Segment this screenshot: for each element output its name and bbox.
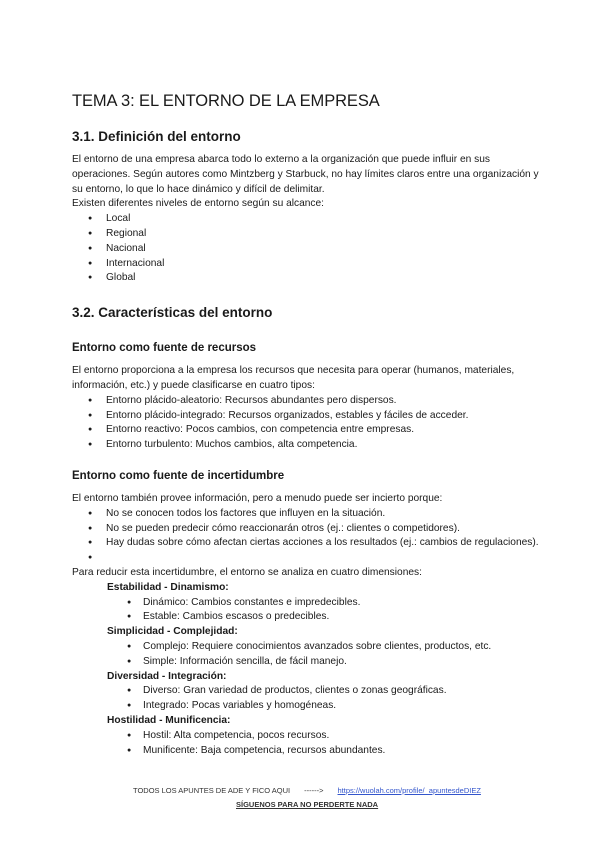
list-item: ● Regional xyxy=(72,227,542,242)
dimension-list-simplicidad xyxy=(72,640,542,670)
footer-profile-link[interactable]: https://wuolah.com/profile/_apuntesdeDIEZ xyxy=(337,786,481,795)
dimension-list-diversidad xyxy=(72,684,542,714)
resources-paragraph: El entorno proporciona a la empresa los recursos que necesita para operar (humanos, materiales, información, etc.) y puede clasificarse en cuatro tipos: xyxy=(72,365,515,391)
footer-row xyxy=(133,786,481,796)
uncertainty-paragraph: El entorno también provee información, pero a menudo puede ser incierto porque: xyxy=(72,492,443,504)
list-item: ● Simple: Información sencilla, de fácil manejo. xyxy=(72,655,542,670)
list-item: ● Entorno reactivo: Pocos cambios, con competencia entre empresas. xyxy=(72,423,542,438)
list-item: ● Hostil: Alta competencia, pocos recursos. xyxy=(72,729,542,744)
footer-arrow: ------> xyxy=(304,786,324,795)
dimension-title-estabilidad: Estabilidad - Dinamismo: xyxy=(107,581,229,593)
dimension-title-hostilidad: Hostilidad - Munificencia: xyxy=(107,714,231,726)
definition-paragraph: El entorno de una empresa abarca todo lo externo a la organización que puede influir en sus operaciones. Según autores como Mintzberg y Starbuck, no hay límites claros entre una organización y su entorno, lo que lo hace dinámico y difícil de delimitar. xyxy=(72,154,539,195)
dimension-title-simplicidad: Simplicidad - Complejidad: xyxy=(107,626,238,638)
dimensions-intro: Para reducir esta incertidumbre, el entorno se analiza en cuatro dimensiones: xyxy=(72,566,422,578)
list-item: ● Estable: Cambios escasos o predecibles. xyxy=(72,610,542,625)
list-item: ● Dinámico: Cambios constantes e impredecibles. xyxy=(72,596,542,611)
list-item: ● No se pueden predecir cómo reaccionarán otros (ej.: clientes o competidores). xyxy=(72,522,542,537)
list-item: ● Diverso: Gran variedad de productos, clientes o zonas geográficas. xyxy=(72,684,542,699)
document-title: TEMA 3: EL ENTORNO DE LA EMPRESA xyxy=(72,92,380,110)
footer-follow-text: SÍGUENOS PARA NO PERDERTE NADA xyxy=(236,800,379,809)
list-item: ● Entorno turbulento: Muchos cambios, alta competencia. xyxy=(72,438,542,453)
dimension-list-estabilidad xyxy=(72,596,542,626)
levels-list xyxy=(72,212,542,286)
section-heading-caracteristicas: 3.2. Características del entorno xyxy=(72,305,273,321)
list-item: ● No se conocen todos los factores que influyen en la situación. xyxy=(72,507,542,522)
document-content xyxy=(72,91,542,758)
uncertainty-list xyxy=(72,507,542,566)
list-item: ● Complejo: Requiere conocimientos avanzados sobre clientes, productos, etc. xyxy=(72,640,542,655)
list-item: ● Entorno plácido-aleatorio: Recursos abundantes pero dispersos. xyxy=(72,394,542,409)
list-item: ● Hay dudas sobre cómo afectan ciertas acciones a los resultados (ej.: cambios de regulaciones). xyxy=(72,536,542,551)
section-heading-definicion: 3.1. Definición del entorno xyxy=(72,129,241,144)
list-item: ● Munificente: Baja competencia, recursos abundantes. xyxy=(72,744,542,759)
list-item: ● Local xyxy=(72,212,542,227)
list-item-empty xyxy=(72,551,542,566)
dimension-title-diversidad: Diversidad - Integración: xyxy=(107,670,227,682)
list-item: ● Integrado: Pocas variables y homogéneas. xyxy=(72,699,542,714)
dimension-list-hostilidad xyxy=(72,729,542,759)
list-item: ● Entorno plácido-integrado: Recursos organizados, estables y fáciles de acceder. xyxy=(72,409,542,424)
levels-intro: Existen diferentes niveles de entorno según su alcance: xyxy=(72,198,325,210)
subheading-recursos: Entorno como fuente de recursos xyxy=(72,342,257,355)
resources-list xyxy=(72,394,542,453)
subheading-incertidumbre: Entorno como fuente de incertidumbre xyxy=(72,469,285,482)
list-item: ● Internacional xyxy=(72,257,542,272)
list-item: ● Global xyxy=(72,271,542,286)
footer-text: TODOS LOS APUNTES DE ADE Y FICO AQUI xyxy=(133,786,291,795)
list-item: ● Nacional xyxy=(72,242,542,257)
